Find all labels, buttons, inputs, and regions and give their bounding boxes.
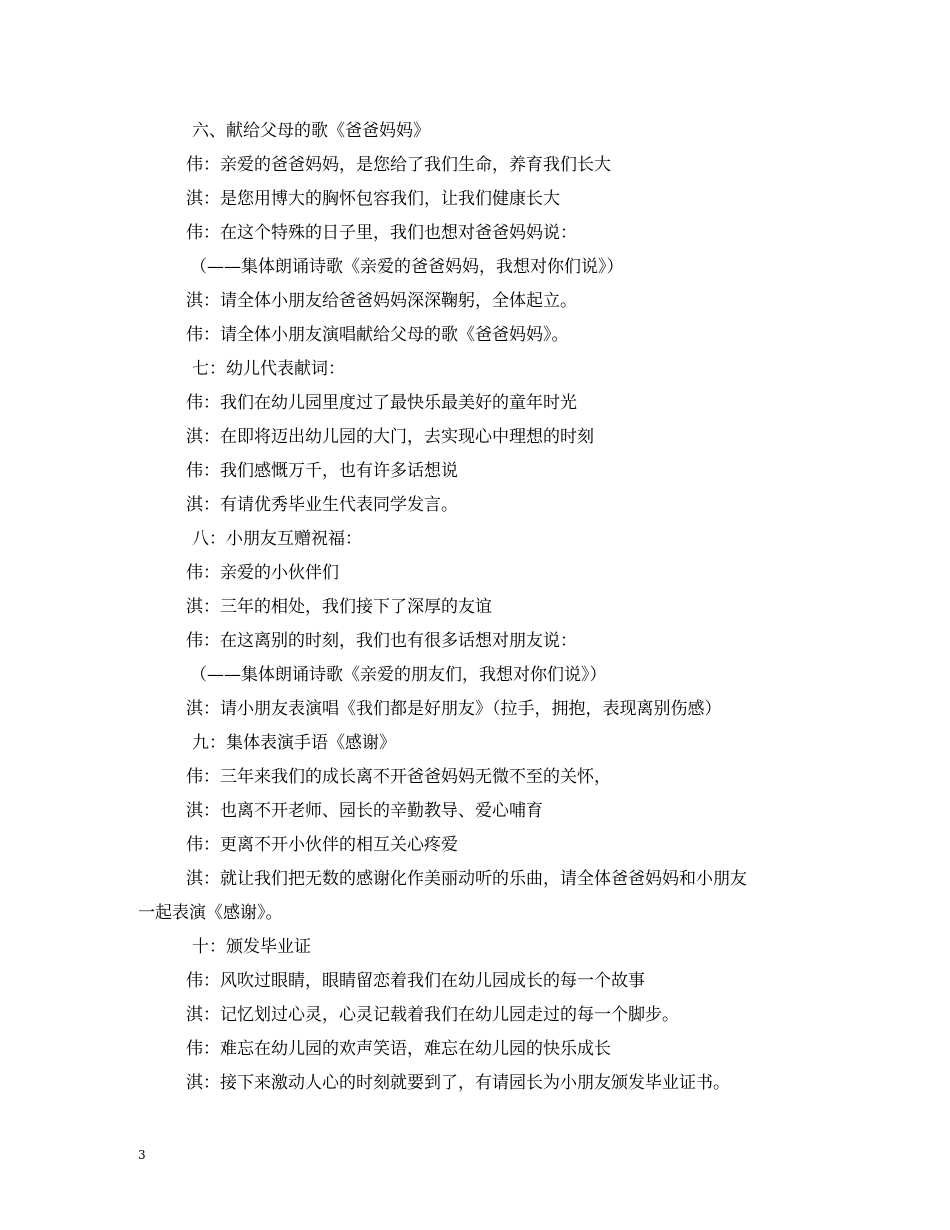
section-heading-8: 八：小朋友互赠祝福： [192,529,362,549]
document-body [138,114,828,1100]
dialogue-line: 淇：有请优秀毕业生代表同学发言。 [186,495,458,515]
dialogue-line: 淇：接下来激动人心的时刻就要到了，有请园长为小朋友颁发毕业证书。 [186,1073,730,1093]
dialogue-line: 淇：在即将迈出幼儿园的大门，去实现心中理想的时刻 [186,427,594,447]
dialogue-line: 淇：就让我们把无数的感谢化作美丽动听的乐曲，请全体爸爸妈妈和小朋友 [186,869,747,889]
dialogue-line: 伟：我们感慨万千，也有许多话想说 [186,461,458,481]
section-heading-9: 九：集体表演手语《感谢》 [192,733,396,753]
dialogue-line: 淇：三年的相处，我们接下了深厚的友谊 [186,597,492,617]
section-heading-7: 七：幼儿代表献词： [192,359,345,379]
dialogue-line: 伟：三年来我们的成长离不开爸爸妈妈无微不至的关怀， [186,767,611,787]
dialogue-line: 淇：记忆划过心灵，心灵记载着我们在幼儿园走过的每一个脚步。 [186,1005,679,1025]
section-heading-10: 十：颁发毕业证 [192,937,311,957]
dialogue-line: 伟：更离不开小伙伴的相互关心疼爱 [186,835,458,855]
page-number: 3 [138,1148,146,1162]
dialogue-line: 淇：是您用博大的胸怀包容我们，让我们健康长大 [186,189,560,209]
dialogue-line: 伟：风吹过眼睛，眼睛留恋着我们在幼儿园成长的每一个故事 [186,971,645,991]
stage-direction: （——集体朗诵诗歌《亲爱的朋友们，我想对你们说》） [190,665,607,685]
dialogue-line: 伟：在这离别的时刻，我们也有很多话想对朋友说： [186,631,577,651]
dialogue-line: 淇：也离不开老师、园长的辛勤教导、爱心哺育 [186,801,543,821]
section-heading-6: 六、献给父母的歌《爸爸妈妈》 [192,121,430,141]
dialogue-line: 伟：亲爱的小伙伴们 [186,563,339,583]
dialogue-line: 淇：请小朋友表演唱《我们都是好朋友》（拉手，拥抱，表现离别伤感） [186,699,722,719]
dialogue-line: 伟：在这个特殊的日子里，我们也想对爸爸妈妈说： [186,223,577,243]
stage-direction: （——集体朗诵诗歌《亲爱的爸爸妈妈，我想对你们说》） [190,257,624,277]
dialogue-line-continuation: 一起表演《感谢》。 [138,903,283,923]
dialogue-line: 淇：请全体小朋友给爸爸妈妈深深鞠躬，全体起立。 [186,291,577,311]
dialogue-line: 伟：请全体小朋友演唱献给父母的歌《爸爸妈妈》。 [186,325,569,345]
dialogue-line: 伟：我们在幼儿园里度过了最快乐最美好的童年时光 [186,393,577,413]
dialogue-line: 伟：难忘在幼儿园的欢声笑语，难忘在幼儿园的快乐成长 [186,1039,611,1059]
dialogue-line: 伟：亲爱的爸爸妈妈，是您给了我们生命，养育我们长大 [186,155,611,175]
